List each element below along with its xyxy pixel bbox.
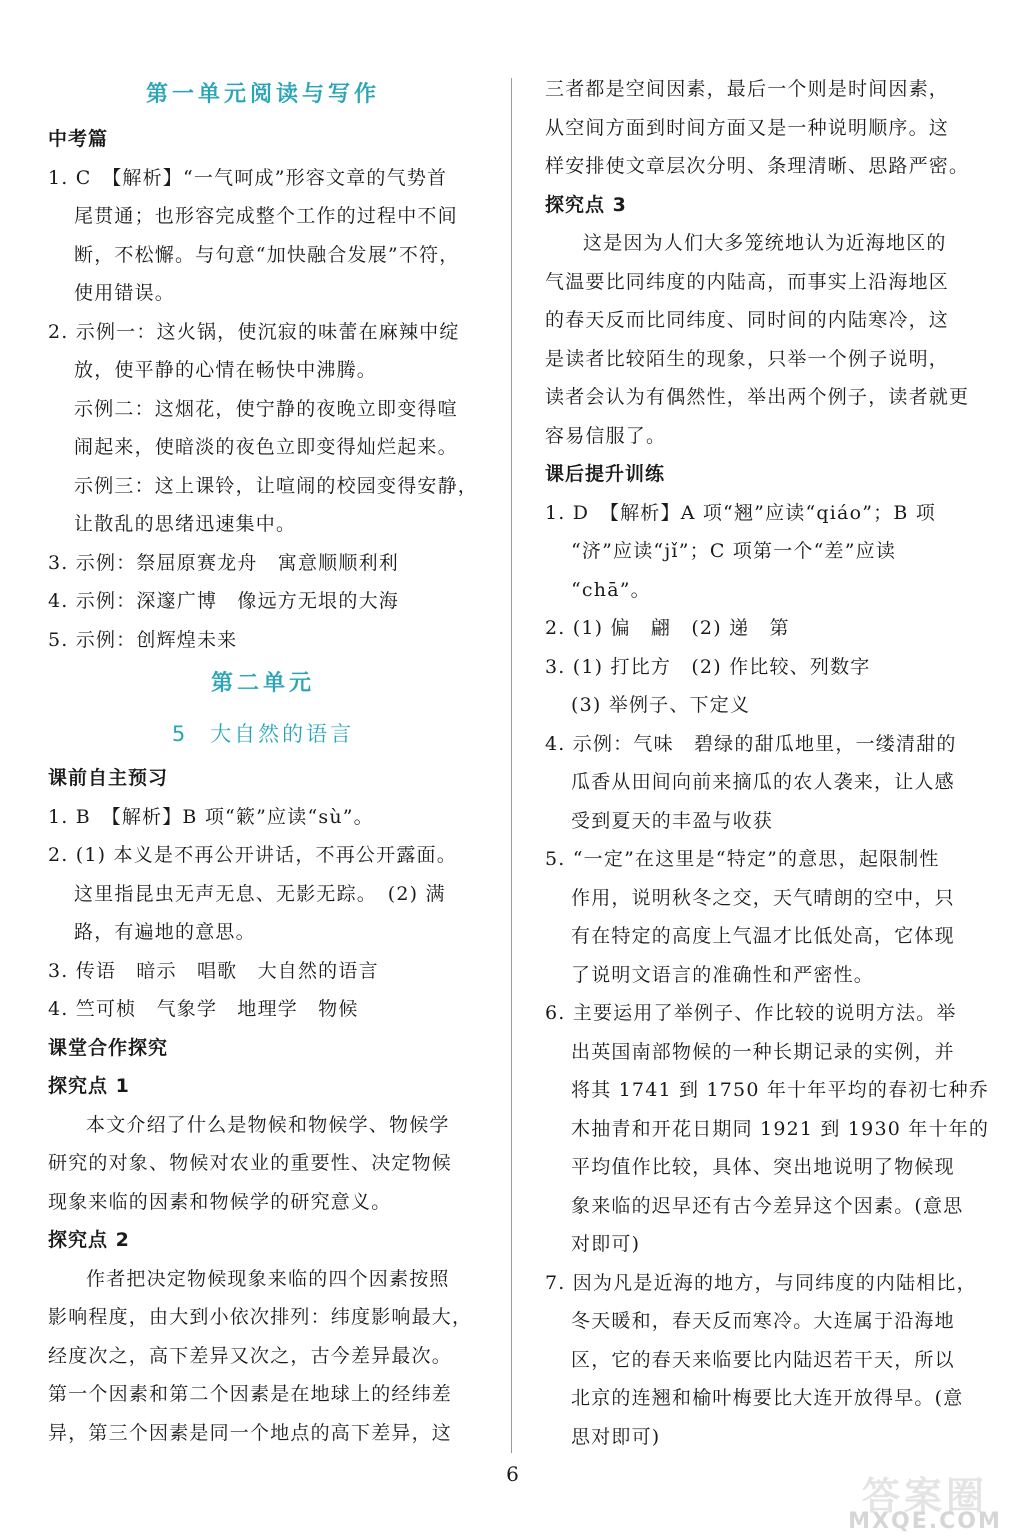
text-line: 1. B 【解析】B 项“簌”应读“sù”。: [48, 805, 374, 828]
text-line: 4. 竺可桢 气象学 地理学 物候: [48, 998, 359, 1020]
text-line: 读者会认为有偶然性，举出两个例子，读者就更: [545, 386, 970, 408]
unit2-title: 第二单元: [210, 671, 315, 696]
text-line: 瓜香从田间向前来摘瓜的农人袭来，让人感: [571, 771, 955, 793]
point1-heading: 探究点 1: [48, 1075, 130, 1097]
text-line: 尾贯通；也形容完成整个工作的过程中不间: [74, 205, 458, 227]
text-line: 平均值作比较，具体、突出地说明了物候现: [571, 1156, 955, 1178]
after-class-heading: 课后提升训练: [545, 463, 666, 485]
text-line: 1. D 【解析】A 项“翘”应读“qiáo”；B 项: [545, 501, 936, 524]
text-line: 示例二：这烟花，使宁静的夜晚立即变得喧: [74, 397, 458, 420]
text-line: 闹起来，使暗淡的夜色立即变得灿烂起来。: [74, 436, 458, 458]
lesson-number: 5: [171, 722, 189, 746]
text-line: 气温要比同纬度的内陆高，而事实上沿海地区: [545, 270, 950, 293]
text-line: 放，使平静的心情在畅快中沸腾。: [74, 359, 378, 381]
text-line: 作者把决定物候现象来临的四个因素按照: [86, 1267, 450, 1290]
text-line: “chā”。: [571, 578, 651, 601]
text-line: 容易信服了。: [545, 424, 667, 447]
right-column: [545, 70, 990, 1456]
text-line: 路，有遍地的意思。: [74, 921, 256, 943]
left-column: [48, 70, 478, 1452]
text-line: 使用错误。: [74, 282, 176, 304]
lesson-title: [48, 709, 478, 759]
text-line: 3. 传语 暗示 唱歌 大自然的语言: [48, 959, 379, 982]
text-line: 示例三：这上课铃，让喧闹的校园变得安静，: [74, 474, 479, 497]
text-line: 三者都是空间因素，最后一个则是时间因素，: [545, 78, 950, 100]
text-line: 2. (1) 偏 翩 (2) 递 第: [545, 617, 790, 639]
text-line: 的春天反而比同纬度、同时间的内陆寒冷，这: [545, 309, 950, 331]
text-line: 了说明文语言的准确性和严密性。: [571, 963, 875, 986]
column-divider: [511, 78, 512, 1453]
text-line: 北京的连翘和榆叶梅要比大连开放得早。(意: [571, 1387, 964, 1409]
point3-heading: 探究点 3: [545, 193, 627, 216]
text-line: 影响程度，由大到小依次排列：纬度影响最大，: [48, 1306, 473, 1328]
text-line: 这里指昆虫无声无息、无影无踪。 (2) 满: [74, 882, 446, 905]
text-line: 样安排使文章层次分明、条理清晰、思路严密。: [545, 155, 970, 177]
text-line: 冬天暖和，春天反而寒冷。大连属于沿海地: [571, 1310, 955, 1332]
text-line: 将其 1741 到 1750 年十年平均的春初七种乔: [571, 1079, 990, 1101]
zhongkao-heading: 中考篇: [48, 128, 109, 150]
text-line: 象来临的迟早还有古今差异这个因素。(意思: [571, 1194, 964, 1217]
text-line: 3. (1) 打比方 (2) 作比较、列数字: [545, 655, 871, 678]
text-line: 第一个因素和第二个因素是在地球上的经纬差: [48, 1383, 453, 1405]
watermark-mark: 答案圈: [861, 1474, 988, 1518]
text-line: 木抽青和开花日期同 1921 到 1930 年十年的: [571, 1117, 990, 1140]
text-line: 7. 因为凡是近海的地方，与同纬度的内陆相比，: [545, 1271, 977, 1294]
text-line: 现象来临的因素和物候学的研究意义。: [48, 1190, 392, 1213]
text-line: 有在特定的高度上气温才比低处高，它体现: [571, 925, 955, 947]
text-line: (3) 举例子、下定义: [571, 694, 751, 716]
text-line: 让散乱的思绪迅速集中。: [74, 513, 297, 535]
text-line: 这是因为人们大多笼统地认为近海地区的: [583, 232, 947, 254]
text-line: 经度次之，高下差异又次之，古今差异最次。: [48, 1344, 453, 1367]
text-line: 思对即可): [571, 1425, 661, 1448]
text-line: 4. 示例：深邃广博 像远方无垠的大海: [48, 590, 399, 612]
text-line: 对即可): [571, 1233, 641, 1255]
text-line: 区，它的春天来临要比内陆迟若干天，所以: [571, 1348, 955, 1371]
text-line: 4. 示例：气味 碧绿的甜瓜地里，一缕清甜的: [545, 732, 957, 755]
text-line: “济”应读“jǐ”；C 项第一个“差”应读: [571, 540, 897, 562]
text-line: 断，不松懈。与句意“加快融合发展”不符，: [74, 243, 460, 266]
watermark-logo: [835, 1465, 1015, 1533]
text-line: 出英国南部物候的一种长期记录的实例，并: [571, 1040, 955, 1063]
text-line: 2. (1) 本义是不再公开讲话，不再公开露面。: [48, 844, 457, 866]
coop-heading: 课堂合作探究: [48, 1036, 169, 1059]
text-line: 受到夏天的丰盈与收获: [571, 809, 774, 832]
text-line: 从空间方面到时间方面又是一种说明顺序。这: [545, 116, 950, 139]
text-line: 2. 示例一：这火锅，使沉寂的味蕾在麻辣中绽: [48, 320, 460, 343]
text-line: 1. C 【解析】“一气呵成”形容文章的气势首: [48, 166, 448, 189]
text-line: 6. 主要运用了举例子、作比较的说明方法。举: [545, 1002, 957, 1024]
page-number: 6: [506, 1462, 519, 1486]
preview-heading: 课前自主预习: [48, 767, 169, 789]
watermark-text: MXQE.COM: [848, 1509, 1002, 1534]
text-line: 作用，说明秋冬之交，天气晴朗的空中，只: [571, 886, 955, 909]
point2-heading: 探究点 2: [48, 1229, 130, 1251]
text-line: 5. “一定”在这里是“特定”的意思，起限制性: [545, 848, 940, 870]
lesson-name: 大自然的语言: [210, 722, 355, 746]
unit1-title: 第一单元阅读与写作: [145, 82, 380, 107]
text-line: 5. 示例：创辉煌未来: [48, 628, 238, 651]
text-line: 3. 示例：祭屈原赛龙舟 寓意顺顺利利: [48, 551, 399, 574]
text-line: 研究的对象、物候对农业的重要性、决定物候: [48, 1152, 453, 1174]
text-line: 是读者比较陌生的现象，只举一个例子说明，: [545, 347, 950, 370]
text-line: 异，第三个因素是同一个地点的高下差异，这: [48, 1421, 453, 1444]
text-line: 本文介绍了什么是物候和物候学、物候学: [86, 1113, 450, 1136]
